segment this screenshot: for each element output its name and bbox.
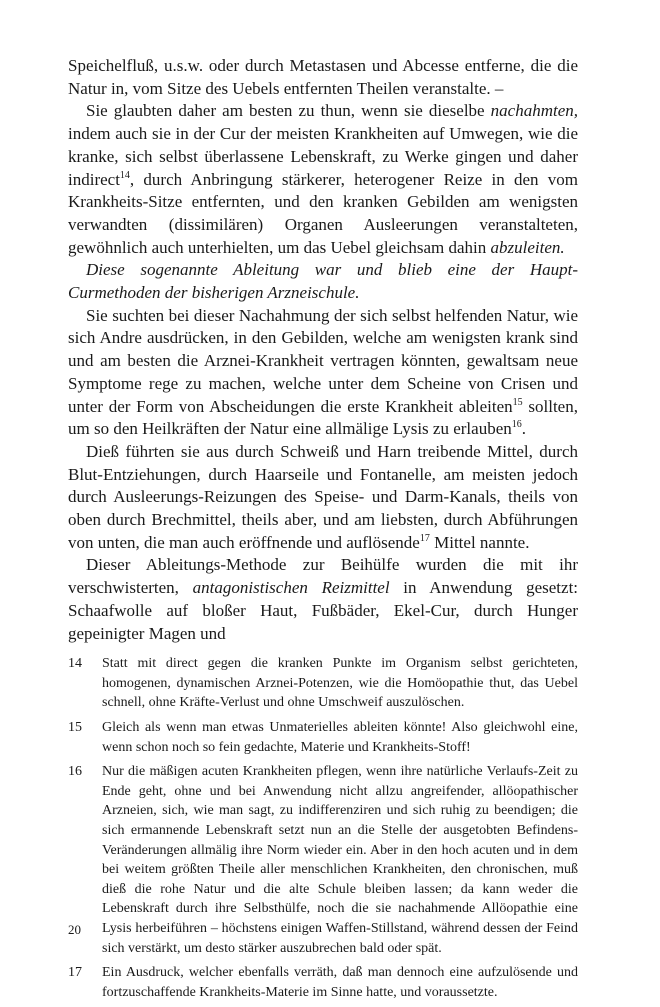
footnote-number: 16: [68, 764, 82, 780]
emphasis-text: nachahmten,: [490, 101, 578, 121]
paragraph-text: Dieser Ableitungs-Methode zur Beihülfe wurden die mit ihr verschwisterten,: [68, 555, 578, 598]
footnote-number: 15: [68, 720, 82, 736]
footnote-number: 17: [68, 965, 82, 981]
paragraph: [68, 305, 578, 441]
paragraph-text: Sie glaubten daher am besten zu thun, wenn sie dieselbe: [86, 101, 491, 121]
paragraph-text: Speichelfluß, u.s.w. oder durch Metastasen und Abcesse entferne, die die Natur in, vom Sitze des Uebels entfernten Theilen veranstalte. –: [68, 56, 578, 98]
footnote-text: Nur die mäßigen acuten Krankheiten pflegen, wenn ihre natürliche Verlaufs-Zeit zu Ende geht, ohne und bei Anwendung nicht allzu angreifender, allöopathischer Arzneien, sich, wie man sagt, zu indifferenziren und sich ruhig zu beendigen; die sich ermannende Lebenskraft setzt nun an die Stelle der ausgetobten Befindens-Veränderungen allmälig ihre Norm wieder ein. Aber in den hoch acuten und in dem bei weitem größten Theile aller menschlichen Krankheiten, den chronischen, muß dieß die rohe Natur und die alte Schule bleiben lassen; da kann weder die Lebenskraft durch ihre Selbsthülfe, noch die sie nachahmende Allöopathie eine Lysis herbeiführen – höchstens einigen Waffen-Stillstand, während dessen der Feind sich verstärkt, um desto stärker auszubrechen bald oder spät.: [102, 764, 578, 956]
footnote-text: Ein Ausdruck, welcher ebenfalls verräth, daß man dennoch eine aufzulösende und fortzuschaffende Krankheits-Materie im Sinne hatte, und voraussetzte.: [102, 965, 578, 1000]
footnote: [68, 654, 578, 713]
footnote-ref-17[interactable]: 17: [419, 532, 430, 544]
paragraph-text: in Anwendung gesetzt: Schaafwolle auf bloßer Haut, Fußbäder, Ekel-Cur, durch Hunger gepeinigter Magen und: [68, 578, 579, 643]
footnote: [68, 718, 578, 757]
emphasis-text: antagonistischen Reizmittel: [192, 578, 390, 598]
footnote-ref-14[interactable]: 14: [119, 169, 130, 181]
emphasis-text: abzuleiten.: [490, 237, 565, 257]
emphasis-text: Diese sogenannte Ableitung war und blieb eine der Haupt-Curmethoden der bisherigen Arzneischule.: [68, 260, 578, 303]
paragraph-text: Sie suchten bei dieser Nachahmung der sich selbst helfenden Natur, wie sich Andre ausdrücken, in den Gebilden, welche am wenigsten krank sind und am besten die Arznei-Krankheit vertragen könnten, gewaltsam neue Symptome rege zu machen, welche unter dem Scheine von Crisen und unter der Form von Abscheidungen die erste Krankheit ableiten: [68, 305, 578, 416]
footnotes: [68, 654, 578, 1002]
paragraph-text: Mittel nannte.: [429, 532, 530, 552]
paragraph: [68, 259, 578, 304]
footnote-ref-16[interactable]: 16: [511, 419, 522, 431]
page-body: [68, 55, 578, 1007]
footnote-text: Statt mit direct gegen die kranken Punkte im Organism selbst gerichteten, homogenen, dynamischen Arznei-Potenzen, wie die Homöopathie thut, das Uebel schnell, ohne Kräfte-Verlust und ohne Umschweif auszulöschen.: [102, 656, 578, 711]
main-text: [68, 55, 578, 645]
footnote-text: Gleich als wenn man etwas Unmaterielles ableiten könnte! Also gleichwohl eine, wenn schon noch so fein gedachte, Materie und Krankheits-Stoff!: [102, 720, 578, 755]
paragraph: [68, 554, 578, 645]
footnote: [68, 762, 578, 958]
footnote-number: 14: [68, 656, 82, 672]
paragraph: [68, 100, 578, 259]
paragraph-text: .: [521, 419, 526, 439]
paragraph-text: Dieß führten sie aus durch Schweiß und Harn treibende Mittel, durch Blut-Entziehungen, durch Haarseile und Fontanelle, am meisten jedoch durch Ausleerungs-Reizungen des Speise- und Darm-Kanals, theils von oben durch Brechmittel, theils aber, und am liebsten, durch Abführungen von unten, die man auch eröffnende und auflösende: [68, 441, 578, 552]
footnote-ref-15[interactable]: 15: [512, 396, 523, 408]
paragraph-text: , durch Anbringung stärkerer, heterogener Reize in den vom Krankheits-Sitze entfernten, und den kranken Gebilden am wenigsten verwandten (dissimilären) Organen Ausleerungen veranstalteten, gewöhnlich auch unterhielten, um das Uebel gleichsam dahin: [68, 169, 578, 257]
paragraph: [68, 55, 578, 100]
footnote: [68, 963, 578, 1002]
paragraph-text: indem auch sie in der Cur der meisten Krankheiten auf Umwegen, wie die kranke, sich selbst überlassene Lebenskraft, zu Werke gingen und daher indirect: [68, 124, 578, 189]
paragraph-text: sollten, um so den Heilkräften der Natur eine allmälige Lysis zu erlauben: [68, 396, 578, 439]
page-number: 20: [68, 922, 81, 937]
paragraph: [68, 441, 578, 555]
